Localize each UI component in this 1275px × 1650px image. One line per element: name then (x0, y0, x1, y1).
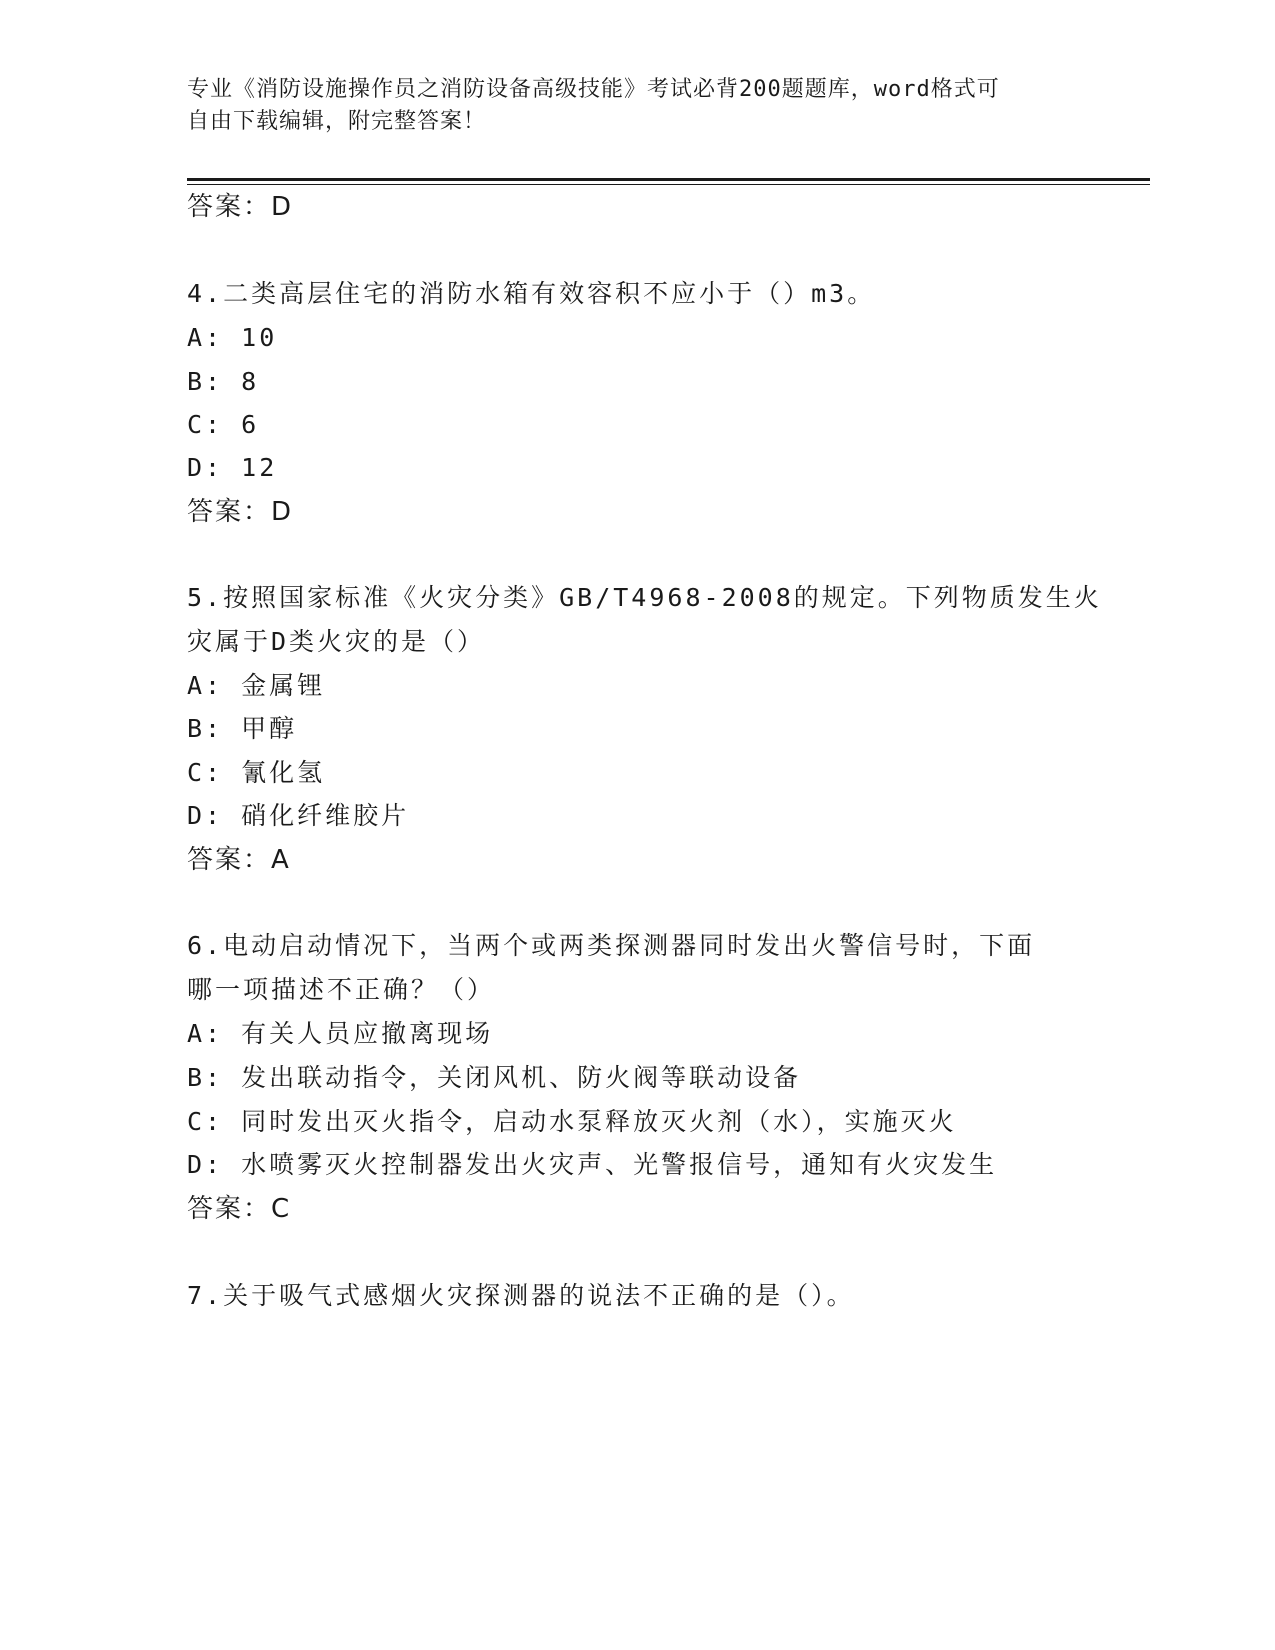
question-6-option-a: A: 有关人员应撤离现场 (187, 1019, 494, 1048)
header-divider-thick (187, 178, 1150, 181)
header-line-2: 自由下载编辑，附完整答案！ (187, 109, 487, 134)
question-4-option-b: B: 8 (187, 367, 260, 396)
page-header (187, 74, 1067, 138)
header-line-1: 专业《消防设施操作员之消防设备高级技能》考试必背200题题库，word格式可 (187, 77, 1000, 102)
question-4-option-d: D: 12 (187, 453, 278, 482)
question-5-stem-line-2: 灾属于D类火灾的是（） (187, 627, 486, 656)
question-5-answer: 答案：A (187, 845, 291, 875)
question-5-option-d: D: 硝化纤维胶片 (187, 801, 410, 830)
answer-prev: 答案：D (187, 192, 294, 222)
question-6-option-d: D: 水喷雾灭火控制器发出火灾声、光警报信号，通知有火灾发生 (187, 1150, 998, 1179)
question-4-option-c: C: 6 (187, 410, 260, 439)
question-6-answer: 答案：C (187, 1194, 292, 1224)
question-7-stem: 7.关于吸气式感烟火灾探测器的说法不正确的是（）。 (187, 1281, 855, 1310)
question-6-stem-line-2: 哪一项描述不正确？（） (187, 975, 496, 1004)
header-divider-thin (187, 184, 1150, 185)
question-6-option-b: B: 发出联动指令，关闭风机、防火阀等联动设备 (187, 1063, 802, 1092)
question-5-option-c: C: 氰化氢 (187, 758, 326, 787)
question-6-option-c: C: 同时发出灭火指令，启动水泵释放灭火剂（水），实施灭火 (187, 1107, 957, 1136)
question-4-stem: 4.二类高层住宅的消防水箱有效容积不应小于（）m3。 (187, 279, 876, 308)
question-5-option-a: A: 金属锂 (187, 671, 326, 700)
question-4-answer: 答案：D (187, 497, 294, 527)
question-6-stem-line-1: 6.电动启动情况下，当两个或两类探测器同时发出火警信号时，下面 (187, 931, 1036, 960)
question-5-stem-line-1: 5.按照国家标准《火灾分类》GB/T4968-2008的规定。下列物质发生火 (187, 583, 1102, 612)
question-4-option-a: A: 10 (187, 323, 278, 352)
question-5-option-b: B: 甲醇 (187, 714, 298, 743)
